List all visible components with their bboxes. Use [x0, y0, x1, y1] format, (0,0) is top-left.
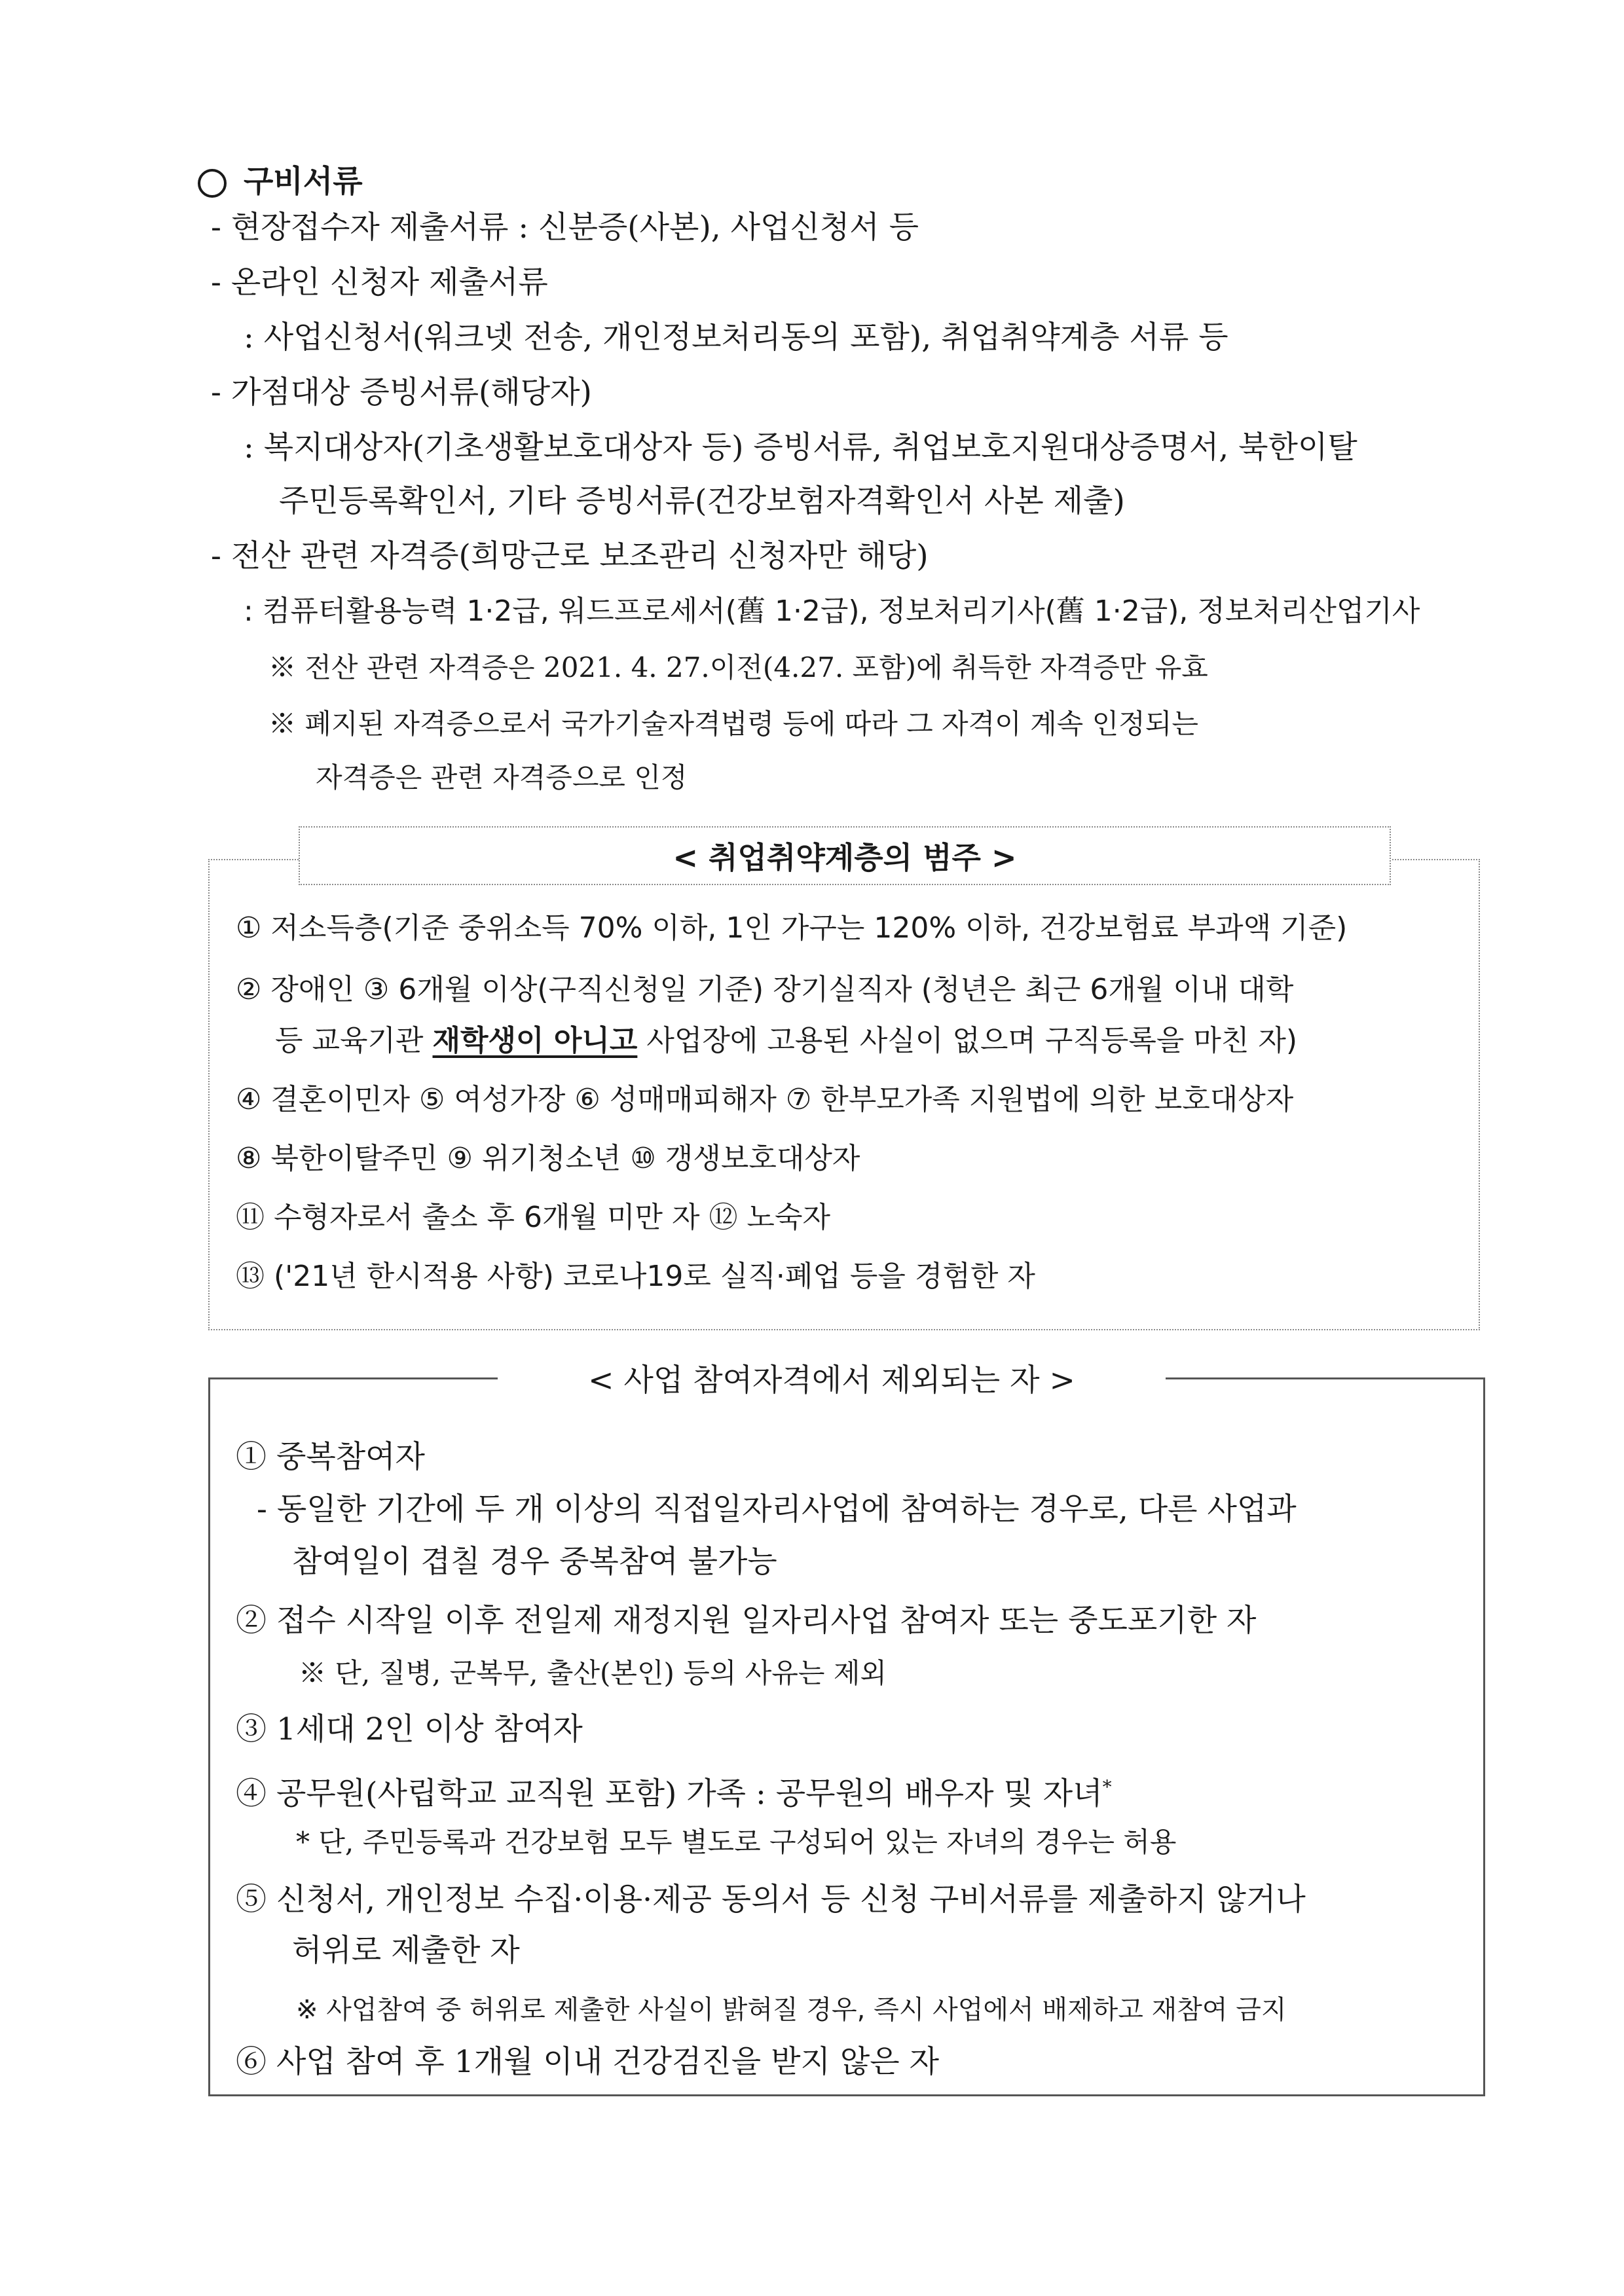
cert-note-2b: 자격증은 관련 자격증으로 인정 — [316, 761, 688, 793]
vulnerable-item-3-pre: 등 교육기관 — [275, 1024, 433, 1057]
onsite-docs: - 현장접수자 제출서류 : 신분증(사본), 사업신청서 등 — [211, 210, 919, 246]
section-heading: 구비서류 — [244, 164, 363, 200]
vulnerable-item-3-post: 사업장에 고용된 사실이 없으며 구직등록을 마친 자) — [637, 1024, 1298, 1057]
vulnerable-item-2-3: ② 장애인 ③ 6개월 이상(구직신청일 기준) 장기실직자 (청년은 최근 6개월 이내 대학 — [236, 973, 1294, 1006]
cert-title: - 전산 관련 자격증(희망근로 보조관리 신청자만 해당) — [211, 538, 929, 574]
excluded-item-6: ⑥ 사업 참여 후 1개월 이내 건강검진을 받지 않은 자 — [236, 2044, 939, 2080]
excluded-title: < 사업 참여자격에서 제외되는 자 > — [498, 1357, 1166, 1398]
excluded-item-1-detail-2: 참여일이 겹칠 경우 중복참여 불가능 — [292, 1544, 777, 1580]
excluded-item-1: ① 중복참여자 — [236, 1439, 425, 1475]
vulnerable-item-11-12: ⑪ 수형자로서 출소 후 6개월 미만 자 ⑫ 노숙자 — [236, 1201, 830, 1234]
excluded-item-5-note: ※ 사업참여 중 허위로 제출한 사실이 밝혀질 경우, 즉시 사업에서 배제하고 재참여 금지 — [296, 1995, 1287, 2025]
bonus-docs-title: - 가점대상 증빙서류(해당자) — [211, 374, 592, 410]
excluded-item-5-line-1: ⑤ 신청서, 개인정보 수집·이용·제공 동의서 등 신청 구비서류를 제출하지 않거나 — [236, 1882, 1306, 1918]
vulnerable-item-13: ⑬ ('21년 한시적용 사항) 코로나19로 실직·폐업 등을 경험한 자 — [236, 1260, 1035, 1293]
excluded-item-3: ③ 1세대 2인 이상 참여자 — [236, 1711, 583, 1747]
vulnerable-item-1: ① 저소득층(기준 중위소득 70% 이하, 1인 가구는 120% 이하, 건강보험료 부과액 기준) — [236, 911, 1348, 945]
excluded-item-2-note: ※ 단, 질병, 군복무, 출산(본인) 등의 사유는 제외 — [299, 1657, 887, 1689]
vulnerable-item-8-10: ⑧ 북한이탈주민 ⑨ 위기청소년 ⑩ 갱생보호대상자 — [236, 1142, 860, 1175]
emphasis-not-student: 재학생이 아니고 — [432, 1024, 638, 1057]
excluded-item-4-note: * 단, 주민등록과 건강보험 모두 별도로 구성되어 있는 자녀의 경우는 허용 — [296, 1826, 1177, 1858]
excluded-item-2: ② 접수 시작일 이후 전일제 재정지원 일자리사업 참여자 또는 중도포기한 자 — [236, 1603, 1257, 1639]
cert-detail: : 컴퓨터활용능력 1·2급, 워드프로세서(舊 1·2급), 정보처리기사(舊 1·2급), 정보처리산업기사 — [244, 594, 1420, 628]
vulnerable-item-3-cont — [275, 1021, 1297, 1061]
bonus-docs-detail-2: 주민등록확인서, 기타 증빙서류(건강보험자격확인서 사본 제출) — [279, 483, 1125, 519]
excluded-item-4-text: ④ 공무원(사립학교 교직원 포함) 가족 : 공무원의 배우자 및 자녀 — [236, 1776, 1103, 1812]
cert-note-1: ※ 전산 관련 자격증은 2021. 4. 27.이전(4.27. 포함)에 취득한 자격증만 유효 — [268, 651, 1208, 683]
online-docs-detail: : 사업신청서(워크넷 전송, 개인정보처리동의 포함), 취업취약계층 서류 등 — [244, 319, 1228, 355]
excluded-item-1-detail-1: - 동일한 기간에 두 개 이상의 직접일자리사업에 참여하는 경우로, 다른 사업과 — [257, 1491, 1297, 1527]
excluded-item-5-line-2: 허위로 제출한 자 — [292, 1933, 520, 1969]
cert-note-2a: ※ 폐지된 자격증으로서 국가기술자격법령 등에 따라 그 자격이 계속 인정되는 — [268, 708, 1198, 740]
vulnerable-item-4-7: ④ 결혼이민자 ⑤ 여성가장 ⑥ 성매매피해자 ⑦ 한부모가족 지원법에 의한 보호대상자 — [236, 1083, 1294, 1116]
circle-bullet-icon — [198, 169, 227, 198]
bonus-docs-detail-1: : 복지대상자(기초생활보호대상자 등) 증빙서류, 취업보호지원대상증명서, 북한이탈 — [244, 429, 1357, 465]
footnote-marker: * — [1102, 1776, 1112, 1798]
vulnerable-groups-title: < 취업취약계층의 범주 > — [299, 826, 1391, 885]
excluded-item-4 — [236, 1768, 1112, 1814]
online-docs-title: - 온라인 신청자 제출서류 — [211, 264, 548, 301]
